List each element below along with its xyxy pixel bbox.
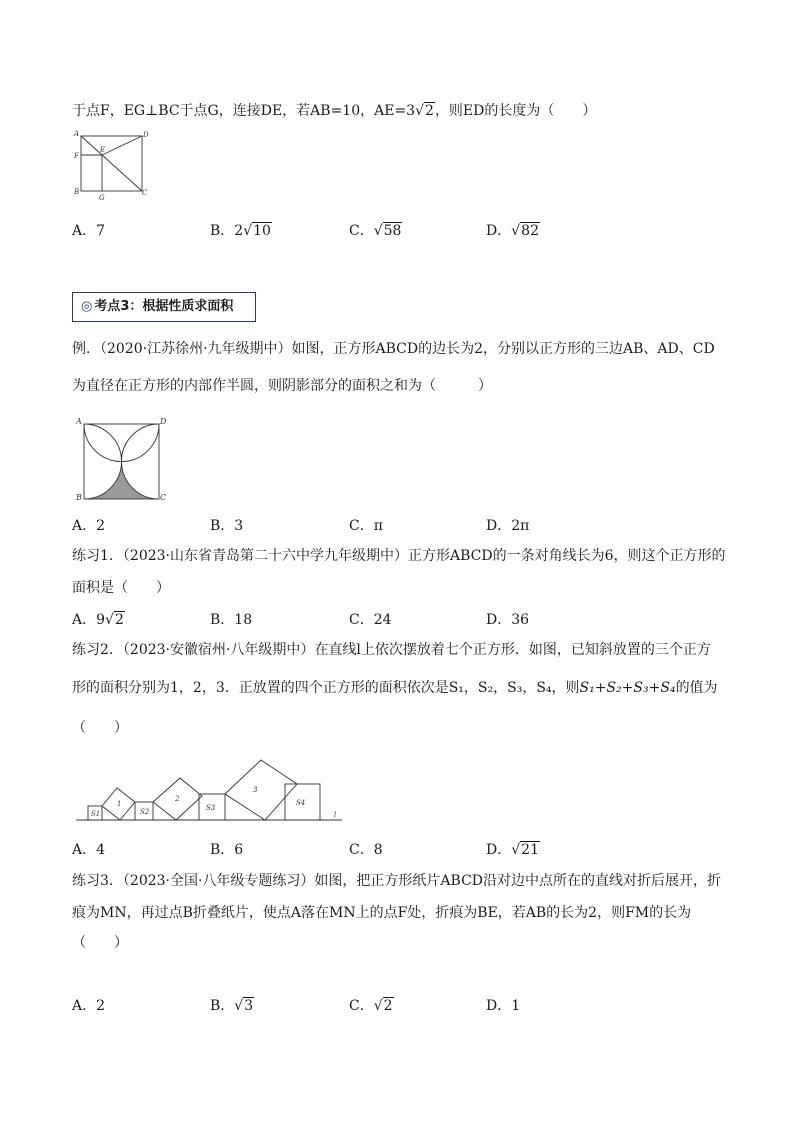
- exercise2-text-line: 形的面积分别为1，2，3．正放置的四个正方形的面积依次是S₁，S₂，S₃，S₄，则S₁+S₂+S₃+S₄的值为: [72, 680, 718, 696]
- answer-options: [72, 516, 712, 536]
- label-c: C: [160, 493, 167, 502]
- label-s4: S4: [296, 799, 306, 807]
- diagonal-ac: [81, 136, 142, 191]
- semicircle-square-figure: [74, 414, 170, 504]
- label-3: 3: [253, 786, 258, 794]
- sqrt-expression: √21: [511, 842, 539, 858]
- option-d[interactable]: D．2π: [486, 518, 530, 534]
- option-d[interactable]: D．√82: [486, 223, 539, 239]
- label-d: D: [143, 131, 149, 139]
- answer-options: [72, 840, 712, 860]
- option-c[interactable]: C．√58: [349, 223, 402, 239]
- label-f: F: [74, 152, 79, 160]
- label-e: E: [100, 146, 106, 154]
- label-s2: S2: [140, 808, 150, 816]
- question-text-line: 于点F，EG⊥BC于点G，连接DE，若AB=10，AE=3√2，则ED的长度为（ ）: [72, 103, 597, 119]
- option-c[interactable]: C．π: [349, 518, 383, 534]
- sqrt-expression: √82: [511, 223, 539, 239]
- option-a[interactable]: A．9√2: [72, 612, 124, 628]
- label-s1: S1: [91, 810, 101, 818]
- label-l: l: [334, 811, 337, 819]
- sqrt-expression: √10: [243, 223, 271, 239]
- exercise1-text-line: 练习1．（2023·山东省青岛第二十六中学九年级期中）正方形ABCD的一条对角线长为6，则这个正方形的: [72, 548, 726, 564]
- sqrt-expression: √2: [105, 612, 124, 628]
- section-header-box: [72, 292, 256, 322]
- option-b[interactable]: B．18: [210, 612, 253, 628]
- option-a[interactable]: A．7: [72, 223, 106, 239]
- exercise1-text-line: 面积是（ ）: [72, 580, 170, 596]
- exercise2-text-line: 练习2．（2023·安徽宿州·八年级期中）在直线l上依次摆放着七个正方形．如图，已知斜放置的三个正方: [72, 642, 711, 658]
- label-a: A: [74, 130, 80, 138]
- option-c[interactable]: C．24: [349, 612, 392, 628]
- exercise3-text-line: （ ）: [72, 935, 128, 951]
- label-b: B: [74, 188, 80, 196]
- answer-options: [72, 996, 712, 1016]
- target-marker-icon: ◎: [81, 299, 93, 314]
- label-2: 2: [175, 795, 180, 803]
- answer-options: [72, 610, 712, 630]
- option-d[interactable]: D．36: [486, 612, 530, 628]
- option-b[interactable]: B．√3: [210, 998, 254, 1014]
- sqrt-expression: √3: [234, 998, 254, 1014]
- exercise3-text-line: 痕为MN，再过点B折叠纸片，使点A落在MN上的点F处，折痕为BE，若AB的长为2，则FM的长为: [72, 905, 692, 921]
- option-a[interactable]: A．2: [72, 998, 106, 1014]
- square-diagram-figure: [72, 128, 152, 204]
- label-b: B: [76, 493, 82, 502]
- exercise2-text-line: （ ）: [72, 720, 128, 736]
- label-d: D: [160, 417, 167, 426]
- option-b[interactable]: B．3: [210, 518, 244, 534]
- option-b[interactable]: B．2√10: [210, 223, 271, 239]
- sqrt-expression: √58: [373, 223, 402, 239]
- exercise3-text-line: 练习3．（2023·全国·八年级专题练习）如图，把正方形纸片ABCD沿对边中点所在的直线对折后展开，折: [72, 873, 722, 889]
- section-title: 考点3：根据性质求面积: [94, 299, 234, 314]
- option-d[interactable]: D．√21: [486, 842, 539, 858]
- label-1: 1: [117, 800, 122, 808]
- option-c[interactable]: C．√2: [349, 998, 393, 1014]
- example-text-line: 为直径在正方形的内部作半圆，则阴影部分的面积之和为（ ）: [72, 378, 492, 394]
- segment-ed: [102, 136, 142, 155]
- option-d[interactable]: D．1: [486, 998, 521, 1014]
- option-c[interactable]: C．8: [349, 842, 383, 858]
- label-s3: S3: [206, 804, 216, 812]
- tilted-square-3: [225, 760, 297, 820]
- sqrt-expression: √2: [373, 998, 393, 1014]
- label-g: G: [99, 194, 105, 202]
- option-b[interactable]: B．6: [210, 842, 244, 858]
- label-a: A: [76, 417, 82, 426]
- seven-squares-figure: [72, 750, 352, 826]
- sqrt-expression: √2: [415, 103, 434, 119]
- option-a[interactable]: A．2: [72, 518, 106, 534]
- option-a[interactable]: A．4: [72, 842, 106, 858]
- sum-expression: S₁+S₂+S₃+S₄: [579, 680, 676, 696]
- example-text-line: 例．（2020·江苏徐州·九年级期中）如图，正方形ABCD的边长为2，分别以正方形的三边AB、AD、CD: [72, 341, 715, 357]
- label-c: C: [142, 189, 148, 197]
- answer-options: [72, 221, 712, 241]
